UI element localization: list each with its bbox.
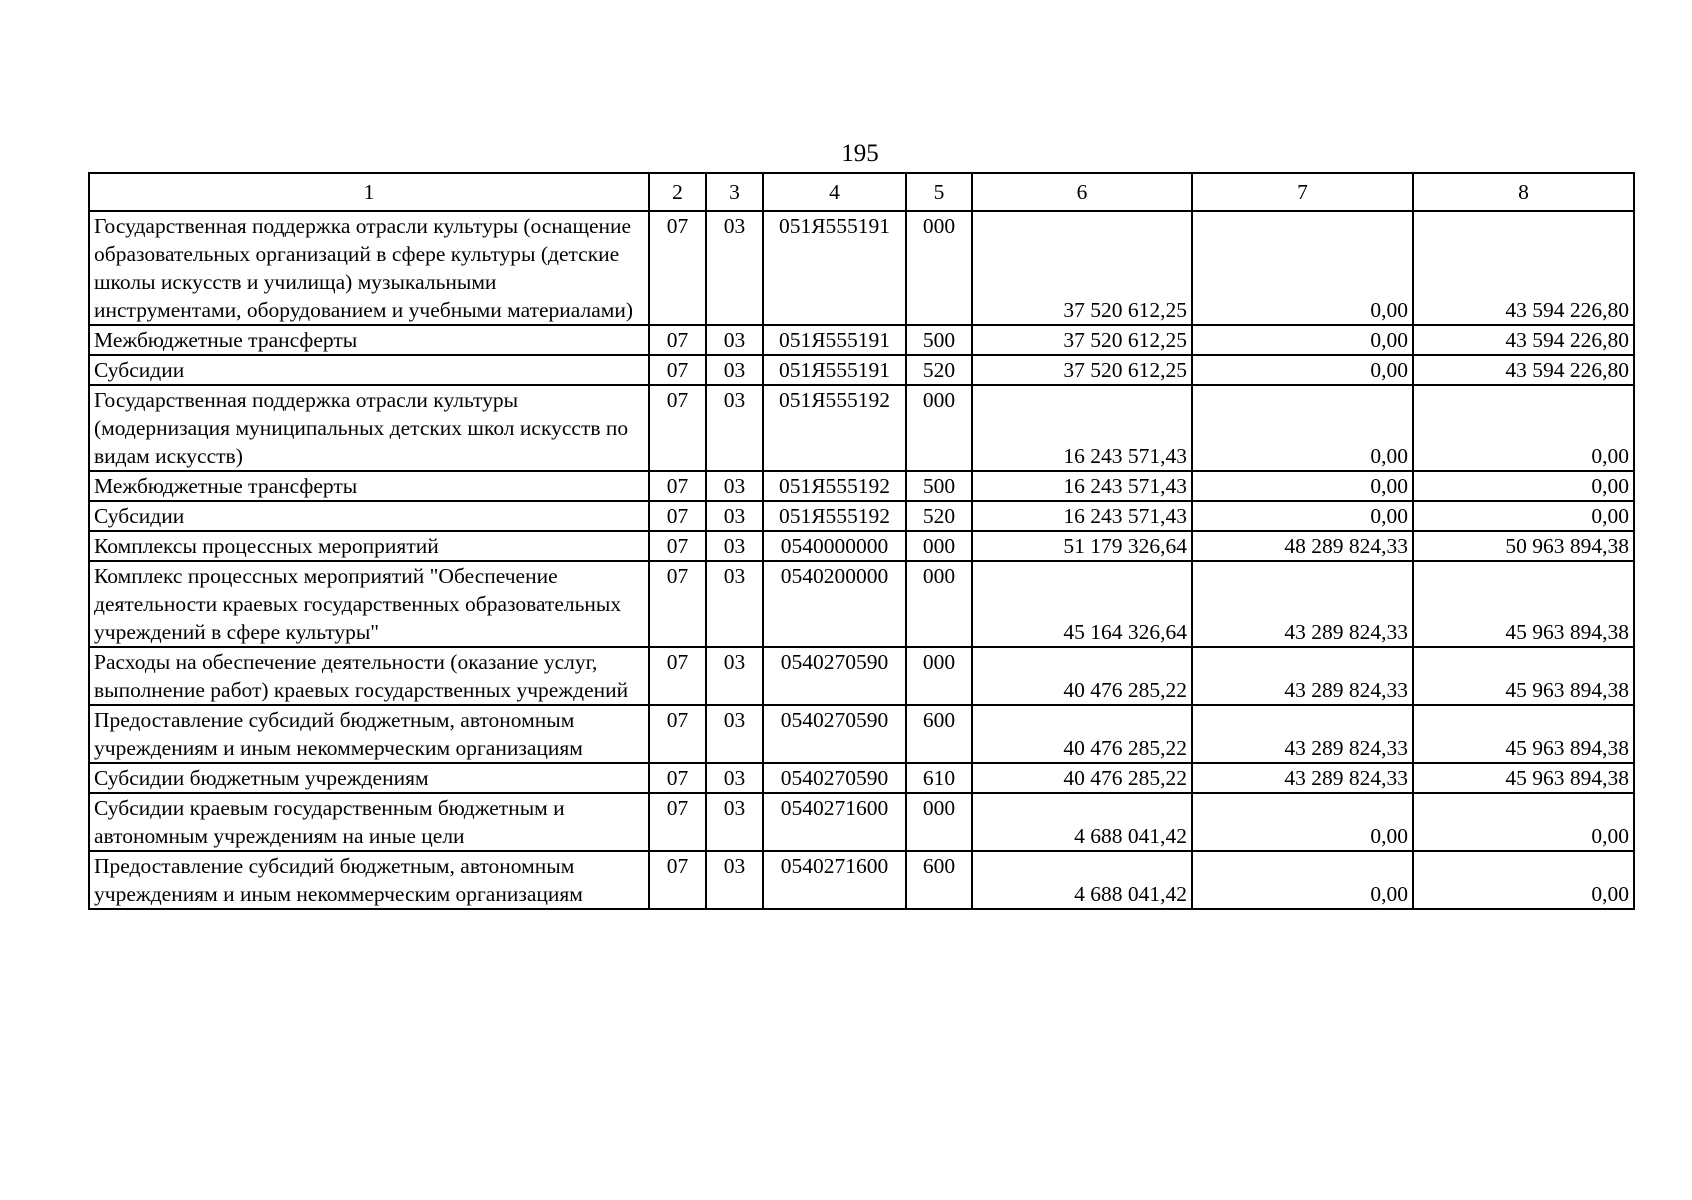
column-header: 2	[649, 173, 706, 211]
amount-col-6: 40 476 285,22	[972, 763, 1192, 793]
amount-col-8: 50 963 894,38	[1413, 531, 1634, 561]
target-article-code: 0540270590	[763, 763, 906, 793]
subsection-code: 03	[706, 705, 763, 763]
row-name: Государственная поддержка отрасли культуры (оснащение образовательных организаций в сфере культуры (детские школы искусств и училища) музыкальными инструментами, оборудованием и учебными материалами)	[89, 211, 649, 325]
section-code: 07	[649, 793, 706, 851]
amount-col-6: 37 520 612,25	[972, 211, 1192, 325]
amount-col-7: 0,00	[1192, 501, 1413, 531]
amount-col-7: 0,00	[1192, 355, 1413, 385]
target-article-code: 051Я555191	[763, 325, 906, 355]
column-header: 5	[906, 173, 972, 211]
section-code: 07	[649, 211, 706, 325]
expense-type-code: 600	[906, 851, 972, 909]
column-header: 1	[89, 173, 649, 211]
table-row	[89, 211, 1634, 325]
amount-col-7: 0,00	[1192, 793, 1413, 851]
table-row	[89, 355, 1634, 385]
row-name: Субсидии бюджетным учреждениям	[89, 763, 649, 793]
amount-col-6: 40 476 285,22	[972, 647, 1192, 705]
target-article-code: 0540271600	[763, 851, 906, 909]
expense-type-code: 500	[906, 471, 972, 501]
expense-type-code: 500	[906, 325, 972, 355]
row-name: Предоставление субсидий бюджетным, автономным учреждениям и иным некоммерческим организациям	[89, 851, 649, 909]
row-name: Комплексы процессных мероприятий	[89, 531, 649, 561]
amount-col-7: 43 289 824,33	[1192, 647, 1413, 705]
amount-col-6: 40 476 285,22	[972, 705, 1192, 763]
section-code: 07	[649, 355, 706, 385]
subsection-code: 03	[706, 355, 763, 385]
target-article-code: 0540200000	[763, 561, 906, 647]
subsection-code: 03	[706, 211, 763, 325]
column-header: 6	[972, 173, 1192, 211]
amount-col-6: 51 179 326,64	[972, 531, 1192, 561]
table-row	[89, 763, 1634, 793]
section-code: 07	[649, 561, 706, 647]
budget-table	[88, 172, 1635, 910]
section-code: 07	[649, 385, 706, 471]
section-code: 07	[649, 705, 706, 763]
amount-col-8: 45 963 894,38	[1413, 705, 1634, 763]
target-article-code: 0540270590	[763, 705, 906, 763]
amount-col-8: 43 594 226,80	[1413, 211, 1634, 325]
amount-col-7: 0,00	[1192, 385, 1413, 471]
amount-col-8: 43 594 226,80	[1413, 355, 1634, 385]
table-row	[89, 851, 1634, 909]
table-row	[89, 793, 1634, 851]
amount-col-7: 43 289 824,33	[1192, 705, 1413, 763]
target-article-code: 0540000000	[763, 531, 906, 561]
amount-col-7: 0,00	[1192, 211, 1413, 325]
section-code: 07	[649, 763, 706, 793]
table-row	[89, 325, 1634, 355]
page-number: 195	[841, 140, 879, 167]
row-name: Межбюджетные трансферты	[89, 471, 649, 501]
target-article-code: 051Я555192	[763, 385, 906, 471]
amount-col-7: 43 289 824,33	[1192, 561, 1413, 647]
subsection-code: 03	[706, 325, 763, 355]
expense-type-code: 000	[906, 793, 972, 851]
table-row	[89, 647, 1634, 705]
row-name: Субсидии	[89, 501, 649, 531]
section-code: 07	[649, 647, 706, 705]
target-article-code: 051Я555191	[763, 355, 906, 385]
subsection-code: 03	[706, 501, 763, 531]
expense-type-code: 000	[906, 385, 972, 471]
table-row	[89, 501, 1634, 531]
subsection-code: 03	[706, 561, 763, 647]
section-code: 07	[649, 471, 706, 501]
expense-type-code: 520	[906, 355, 972, 385]
expense-type-code: 000	[906, 561, 972, 647]
target-article-code: 051Я555192	[763, 471, 906, 501]
subsection-code: 03	[706, 385, 763, 471]
amount-col-7: 0,00	[1192, 325, 1413, 355]
amount-col-8: 45 963 894,38	[1413, 647, 1634, 705]
amount-col-6: 16 243 571,43	[972, 471, 1192, 501]
amount-col-6: 16 243 571,43	[972, 501, 1192, 531]
row-name: Государственная поддержка отрасли культуры (модернизация муниципальных детских школ искусств по видам искусств)	[89, 385, 649, 471]
row-name: Предоставление субсидий бюджетным, автономным учреждениям и иным некоммерческим организациям	[89, 705, 649, 763]
amount-col-7: 0,00	[1192, 851, 1413, 909]
table-row	[89, 561, 1634, 647]
table-row	[89, 471, 1634, 501]
target-article-code: 051Я555191	[763, 211, 906, 325]
amount-col-7: 0,00	[1192, 471, 1413, 501]
amount-col-6: 4 688 041,42	[972, 793, 1192, 851]
amount-col-6: 37 520 612,25	[972, 325, 1192, 355]
expense-type-code: 000	[906, 531, 972, 561]
section-code: 07	[649, 501, 706, 531]
expense-type-code: 600	[906, 705, 972, 763]
subsection-code: 03	[706, 471, 763, 501]
amount-col-8: 0,00	[1413, 471, 1634, 501]
table-row	[89, 705, 1634, 763]
amount-col-8: 0,00	[1413, 851, 1634, 909]
subsection-code: 03	[706, 763, 763, 793]
table-header-row	[89, 173, 1634, 211]
expense-type-code: 520	[906, 501, 972, 531]
amount-col-8: 45 963 894,38	[1413, 561, 1634, 647]
column-header: 4	[763, 173, 906, 211]
section-code: 07	[649, 851, 706, 909]
subsection-code: 03	[706, 851, 763, 909]
expense-type-code: 610	[906, 763, 972, 793]
column-header: 8	[1413, 173, 1634, 211]
amount-col-8: 0,00	[1413, 501, 1634, 531]
subsection-code: 03	[706, 531, 763, 561]
target-article-code: 0540271600	[763, 793, 906, 851]
expense-type-code: 000	[906, 211, 972, 325]
amount-col-7: 48 289 824,33	[1192, 531, 1413, 561]
amount-col-6: 4 688 041,42	[972, 851, 1192, 909]
section-code: 07	[649, 531, 706, 561]
subsection-code: 03	[706, 647, 763, 705]
amount-col-8: 0,00	[1413, 385, 1634, 471]
row-name: Комплекс процессных мероприятий "Обеспечение деятельности краевых государственных образовательных учреждений в сфере культуры"	[89, 561, 649, 647]
amount-col-8: 45 963 894,38	[1413, 763, 1634, 793]
amount-col-6: 37 520 612,25	[972, 355, 1192, 385]
amount-col-6: 45 164 326,64	[972, 561, 1192, 647]
column-header: 3	[706, 173, 763, 211]
row-name: Расходы на обеспечение деятельности (оказание услуг, выполнение работ) краевых государственных учреждений	[89, 647, 649, 705]
target-article-code: 051Я555192	[763, 501, 906, 531]
subsection-code: 03	[706, 793, 763, 851]
row-name: Субсидии	[89, 355, 649, 385]
table-row	[89, 385, 1634, 471]
amount-col-6: 16 243 571,43	[972, 385, 1192, 471]
row-name: Субсидии краевым государственным бюджетным и автономным учреждениям на иные цели	[89, 793, 649, 851]
column-header: 7	[1192, 173, 1413, 211]
section-code: 07	[649, 325, 706, 355]
amount-col-8: 43 594 226,80	[1413, 325, 1634, 355]
target-article-code: 0540270590	[763, 647, 906, 705]
expense-type-code: 000	[906, 647, 972, 705]
table-row	[89, 531, 1634, 561]
amount-col-7: 43 289 824,33	[1192, 763, 1413, 793]
amount-col-8: 0,00	[1413, 793, 1634, 851]
row-name: Межбюджетные трансферты	[89, 325, 649, 355]
